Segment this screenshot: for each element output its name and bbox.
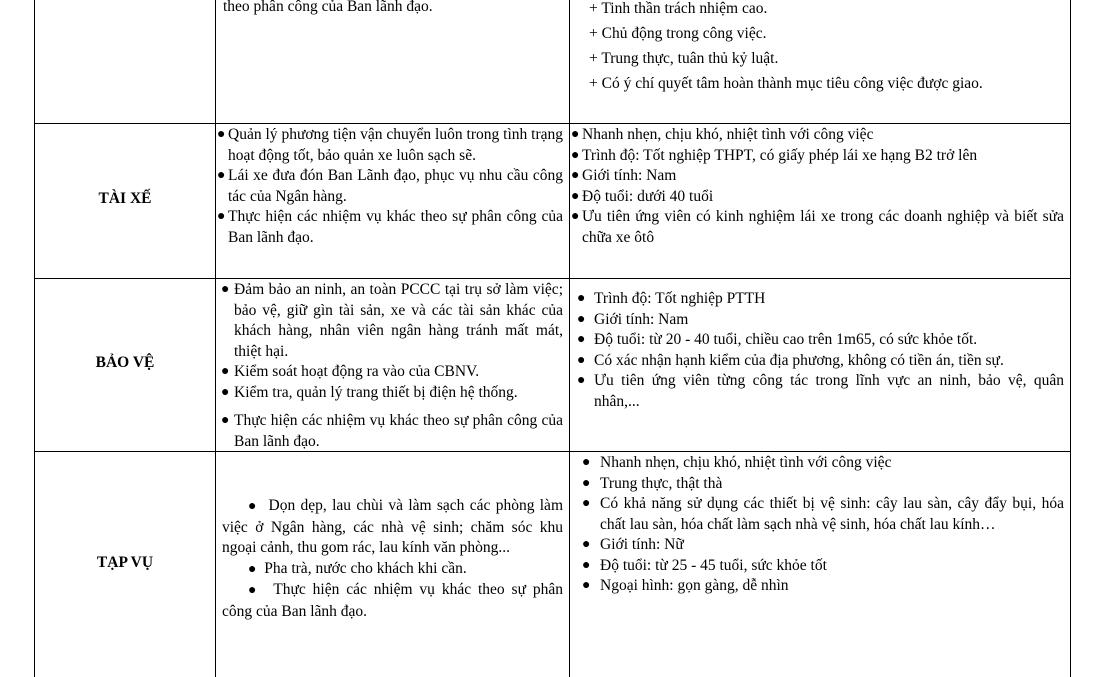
duty-text: Quản lý phương tiện vận chuyển luôn trong tình trạng hoạt động tốt, bảo quản xe luôn sạch sẽ. <box>228 126 563 164</box>
requirement-text: Ngoại hình: gọn gàng, dễ nhìn <box>600 577 789 594</box>
list-item <box>582 453 1064 474</box>
duty-text: Kiểm tra, quản lý trang thiết bị điện hệ thống. <box>234 383 518 401</box>
list-item <box>571 125 1064 146</box>
requirement-text: Nhanh nhẹn, chịu khó, nhiệt tình với công việc <box>582 126 874 143</box>
duty-text: Kiểm soát hoạt động ra vào của CBNV. <box>234 363 480 380</box>
list-item <box>582 576 1064 597</box>
requirement-text: Có xác nhận hạnh kiểm của địa phương, không có tiền án, tiền sự. <box>594 351 1004 369</box>
row-divider <box>34 123 1071 124</box>
duties-cell <box>217 125 563 248</box>
role-label: TÀI XẾ <box>98 190 152 207</box>
bullet-icon: ● <box>577 373 586 388</box>
list-item <box>571 207 1064 248</box>
requirement-text: Trình độ: Tốt nghiệp THPT, có giấy phép lái xe hạng B2 trở lên <box>582 146 978 164</box>
bullet-icon: ● <box>577 291 586 306</box>
list-item <box>222 559 563 581</box>
list-item <box>217 125 563 166</box>
requirement-text: Giới tính: Nữ <box>600 536 684 553</box>
row-divider <box>34 278 1071 279</box>
list-item <box>221 411 563 452</box>
bullet-icon: ● <box>577 352 586 368</box>
list-item <box>582 474 1064 495</box>
duty-text: Thực hiện các nhiệm vụ khác theo sự phân công của Ban lãnh đạo. <box>222 581 564 620</box>
bullet-icon: ● <box>217 209 226 224</box>
list-item <box>582 535 1064 556</box>
requirement-text: Độ tuổi: từ 25 - 45 tuổi, sức khỏe tốt <box>600 556 827 574</box>
bullet-icon: ● <box>571 147 580 163</box>
duty-text: Thực hiện các nhiệm vụ khác theo sự phân công của Ban lãnh đạo. <box>234 412 563 450</box>
list-item <box>221 280 563 362</box>
duty-text: Lái xe đưa đón Ban Lãnh đạo, phục vụ nhu cầu công tác của Ngân hàng. <box>228 167 563 205</box>
bullet-icon: ● <box>221 282 230 297</box>
duty-text: Dọn dẹp, lau chùi và làm sạch các phòng làm việc ở Ngân hàng, các nhà vệ sinh; chăm sóc khu ngoại cảnh, thu gom rác, lau kính văn phòng... <box>222 497 563 556</box>
role-label: TẠP VỤ <box>96 554 154 571</box>
requirement-text: Ưu tiên ứng viên có kinh nghiệm lái xe trong các doanh nghiệp và biết sửa chữa xe ôtô <box>582 208 1064 246</box>
bullet-icon: ● <box>571 188 580 204</box>
table-border-col2 <box>569 0 570 677</box>
role-label: BẢO VỆ <box>95 354 155 371</box>
table-border-col1 <box>215 0 216 677</box>
list-item <box>571 166 1064 187</box>
bullet-icon: ● <box>221 384 230 400</box>
bullet-icon: ● <box>582 475 591 491</box>
bullet-icon: ● <box>577 311 586 327</box>
bullet-icon: ● <box>221 364 230 379</box>
list-item <box>217 166 563 207</box>
list-item <box>571 187 1064 208</box>
list-item <box>221 383 563 404</box>
list-item <box>217 207 563 248</box>
bullet-icon: ● <box>221 413 230 428</box>
requirement-text: Độ tuổi: từ 20 - 40 tuổi, chiều cao trên 1m65, có sức khỏe tốt. <box>594 331 978 348</box>
table-border-right <box>1070 0 1071 677</box>
requirements-cell <box>577 289 1064 412</box>
table-border-left <box>34 0 35 677</box>
bullet-icon: ● <box>571 127 580 142</box>
list-item <box>582 556 1064 577</box>
bullet-icon: ● <box>582 557 591 573</box>
list-item <box>222 580 563 622</box>
requirement-text: Giới tính: Nam <box>594 310 689 328</box>
list-item <box>571 146 1064 167</box>
bullet-icon: ● <box>248 499 258 514</box>
requirement-text: Nhanh nhẹn, chịu khó, nhiệt tình với công việc <box>600 454 892 471</box>
list-item <box>577 371 1064 412</box>
duty-text: Đảm bảo an ninh, an toàn PCCC tại trụ sở làm việc; bảo vệ, giữ gìn tài sản, xe và các tài sản khác của khách hàng, nhân viên ngân hàng tránh mất mát, thiệt hại. <box>234 281 563 360</box>
requirement-item: + Trung thực, tuân thủ kỷ luật. <box>589 50 779 67</box>
requirement-text: Ưu tiên ứng viên từng công tác trong lĩnh vực an ninh, bảo vệ, quân nhân,... <box>594 372 1064 410</box>
duties-cell <box>222 496 563 622</box>
requirements-cell <box>582 453 1064 597</box>
requirement-text: Trung thực, thật thà <box>600 474 723 492</box>
bullet-icon: ● <box>571 209 580 224</box>
duties-cell <box>221 280 563 452</box>
bullet-icon: ● <box>582 496 591 511</box>
list-item <box>222 496 563 559</box>
bullet-icon: ● <box>248 583 260 598</box>
bullet-icon: ● <box>582 537 591 552</box>
requirement-item: + Tinh thần trách nhiệm cao. <box>589 0 768 17</box>
requirement-item: + Có ý chí quyết tâm hoàn thành mục tiêu công việc được giao. <box>589 75 983 92</box>
list-item <box>582 494 1064 535</box>
bullet-icon: ● <box>577 332 586 347</box>
requirement-text: Giới tính: Nam <box>582 167 677 184</box>
duty-text: Pha trà, nước cho khách khi cần. <box>264 559 467 577</box>
requirement-text: Trình độ: Tốt nghiệp PTTH <box>594 290 766 307</box>
list-item <box>577 289 1064 310</box>
requirements-cell <box>571 125 1064 248</box>
bullet-icon: ● <box>582 578 591 593</box>
requirement-text: Có khả năng sử dụng các thiết bị vệ sinh: cây lau sàn, cây đẩy bụi, hóa chất lau sàn, hóa chất làm sạch nhà vệ sinh, hóa chất lau kính… <box>600 495 1064 533</box>
requirement-item: + Chủ động trong công việc. <box>589 25 767 42</box>
bullet-icon: ● <box>217 127 226 142</box>
bullet-icon: ● <box>582 455 591 470</box>
bullet-icon: ● <box>248 561 257 577</box>
list-item <box>577 351 1064 372</box>
requirement-text: Độ tuổi: dưới 40 tuổi <box>582 187 714 205</box>
list-item <box>577 310 1064 331</box>
bullet-icon: ● <box>217 168 226 183</box>
duty-text: theo phân công của Ban lãnh đạo. <box>223 0 433 15</box>
duty-text: Thực hiện các nhiệm vụ khác theo sự phân công của Ban lãnh đạo. <box>228 208 563 246</box>
bullet-icon: ● <box>571 168 580 183</box>
list-item <box>577 330 1064 351</box>
list-item <box>221 362 563 383</box>
